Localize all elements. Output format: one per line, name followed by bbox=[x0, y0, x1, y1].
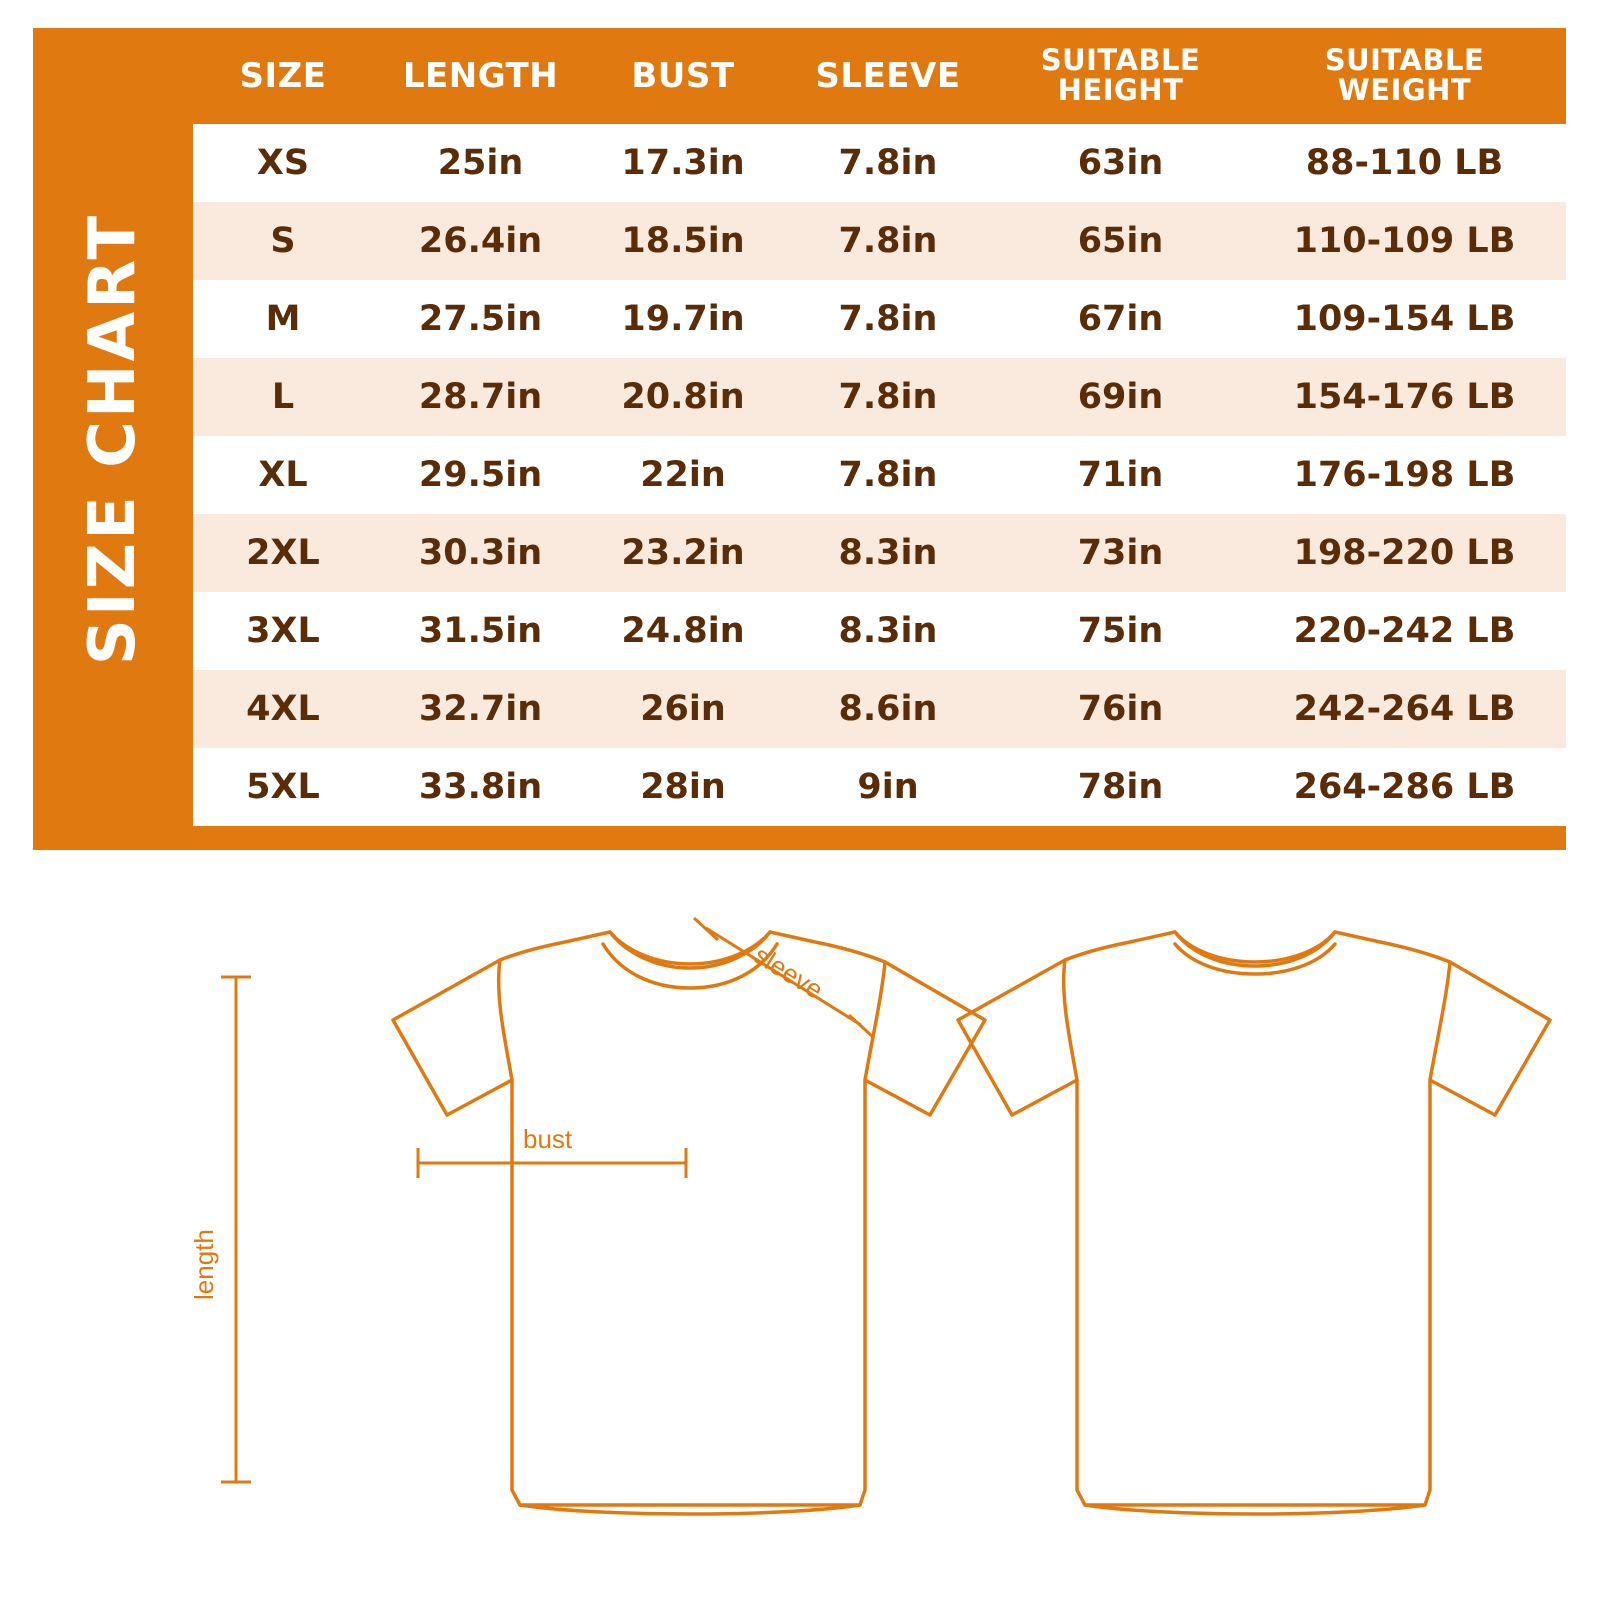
cell-length: 30.3in bbox=[373, 514, 588, 592]
column-header-suitable-height-lines bbox=[998, 43, 1243, 107]
cell-suitable-weight: 88-110 LB bbox=[1243, 124, 1566, 202]
cell-suitable-weight: 264-286 LB bbox=[1243, 748, 1566, 826]
cell-bust: 19.7in bbox=[588, 280, 778, 358]
column-header-suitable-height bbox=[998, 28, 1243, 124]
size-chart-title-column bbox=[33, 28, 193, 850]
length-label: length bbox=[189, 1229, 219, 1300]
cell-sleeve: 7.8in bbox=[778, 124, 998, 202]
cell-suitable-weight: 154-176 LB bbox=[1243, 358, 1566, 436]
cell-bust: 17.3in bbox=[588, 124, 778, 202]
column-header-bust-label: BUST bbox=[631, 56, 735, 96]
cell-length: 27.5in bbox=[373, 280, 588, 358]
column-header-size-label: SIZE bbox=[239, 56, 327, 96]
table-row bbox=[193, 514, 1566, 592]
cell-sleeve: 8.3in bbox=[778, 514, 998, 592]
cell-length: 28.7in bbox=[373, 358, 588, 436]
column-header-suitable-height-line1: SUITABLE bbox=[1040, 43, 1201, 78]
column-header-length-label: LENGTH bbox=[402, 56, 559, 96]
cell-size: 4XL bbox=[193, 670, 373, 748]
cell-sleeve: 7.8in bbox=[778, 280, 998, 358]
cell-size: S bbox=[193, 202, 373, 280]
column-header-suitable-weight-lines bbox=[1243, 43, 1566, 107]
table-row bbox=[193, 202, 1566, 280]
cell-suitable-height: 73in bbox=[998, 514, 1243, 592]
table-header-row bbox=[193, 28, 1566, 124]
cell-suitable-height: 71in bbox=[998, 436, 1243, 514]
cell-length: 33.8in bbox=[373, 748, 588, 826]
cell-suitable-height: 67in bbox=[998, 280, 1243, 358]
sleeve-label: sleeve bbox=[748, 939, 829, 1005]
cell-bust: 23.2in bbox=[588, 514, 778, 592]
cell-bust: 20.8in bbox=[588, 358, 778, 436]
cell-sleeve: 7.8in bbox=[778, 202, 998, 280]
cell-length: 26.4in bbox=[373, 202, 588, 280]
column-header-bust bbox=[588, 28, 778, 124]
cell-sleeve: 8.6in bbox=[778, 670, 998, 748]
size-table-body bbox=[193, 124, 1566, 826]
tshirt-front-icon bbox=[393, 932, 985, 1514]
column-header-size bbox=[193, 28, 373, 124]
cell-suitable-height: 63in bbox=[998, 124, 1243, 202]
cell-bust: 24.8in bbox=[588, 592, 778, 670]
size-table-container bbox=[193, 28, 1566, 850]
column-header-suitable-height-line2: HEIGHT bbox=[1057, 73, 1184, 107]
cell-sleeve: 8.3in bbox=[778, 592, 998, 670]
column-header-suitable-weight-line2: WEIGHT bbox=[1337, 73, 1472, 107]
cell-bust: 18.5in bbox=[588, 202, 778, 280]
tshirt-back-icon bbox=[958, 932, 1550, 1514]
column-header-suitable-weight-line1: SUITABLE bbox=[1324, 43, 1485, 78]
cell-sleeve: 7.8in bbox=[778, 358, 998, 436]
table-row bbox=[193, 670, 1566, 748]
tshirt-diagram-svg bbox=[0, 880, 1600, 1580]
cell-suitable-weight: 109-154 LB bbox=[1243, 280, 1566, 358]
cell-suitable-height: 75in bbox=[998, 592, 1243, 670]
size-chart-panel bbox=[33, 28, 1566, 850]
cell-length: 25in bbox=[373, 124, 588, 202]
cell-suitable-height: 78in bbox=[998, 748, 1243, 826]
page-title: SIZE CHART bbox=[76, 212, 150, 666]
cell-length: 31.5in bbox=[373, 592, 588, 670]
table-row bbox=[193, 592, 1566, 670]
cell-suitable-height: 69in bbox=[998, 358, 1243, 436]
column-header-sleeve-label: SLEEVE bbox=[815, 56, 961, 96]
cell-length: 32.7in bbox=[373, 670, 588, 748]
cell-suitable-weight: 176-198 LB bbox=[1243, 436, 1566, 514]
cell-suitable-weight: 110-109 LB bbox=[1243, 202, 1566, 280]
bust-label: bust bbox=[523, 1124, 573, 1154]
table-row bbox=[193, 124, 1566, 202]
cell-bust: 26in bbox=[588, 670, 778, 748]
table-row bbox=[193, 748, 1566, 826]
cell-bust: 28in bbox=[588, 748, 778, 826]
cell-suitable-weight: 198-220 LB bbox=[1243, 514, 1566, 592]
table-row bbox=[193, 358, 1566, 436]
cell-size: M bbox=[193, 280, 373, 358]
cell-size: XS bbox=[193, 124, 373, 202]
cell-sleeve: 7.8in bbox=[778, 436, 998, 514]
cell-suitable-height: 76in bbox=[998, 670, 1243, 748]
table-row bbox=[193, 280, 1566, 358]
column-header-sleeve bbox=[778, 28, 998, 124]
measurement-diagram bbox=[0, 880, 1600, 1580]
cell-suitable-height: 65in bbox=[998, 202, 1243, 280]
size-table-head bbox=[193, 28, 1566, 124]
cell-bust: 22in bbox=[588, 436, 778, 514]
cell-length: 29.5in bbox=[373, 436, 588, 514]
cell-size: 5XL bbox=[193, 748, 373, 826]
table-row bbox=[193, 436, 1566, 514]
cell-size: 2XL bbox=[193, 514, 373, 592]
length-dimension-line bbox=[221, 977, 251, 1482]
size-table bbox=[193, 28, 1566, 826]
cell-suitable-weight: 242-264 LB bbox=[1243, 670, 1566, 748]
column-header-length bbox=[373, 28, 588, 124]
column-header-suitable-weight bbox=[1243, 28, 1566, 124]
cell-suitable-weight: 220-242 LB bbox=[1243, 592, 1566, 670]
cell-size: L bbox=[193, 358, 373, 436]
cell-size: XL bbox=[193, 436, 373, 514]
cell-size: 3XL bbox=[193, 592, 373, 670]
cell-sleeve: 9in bbox=[778, 748, 998, 826]
